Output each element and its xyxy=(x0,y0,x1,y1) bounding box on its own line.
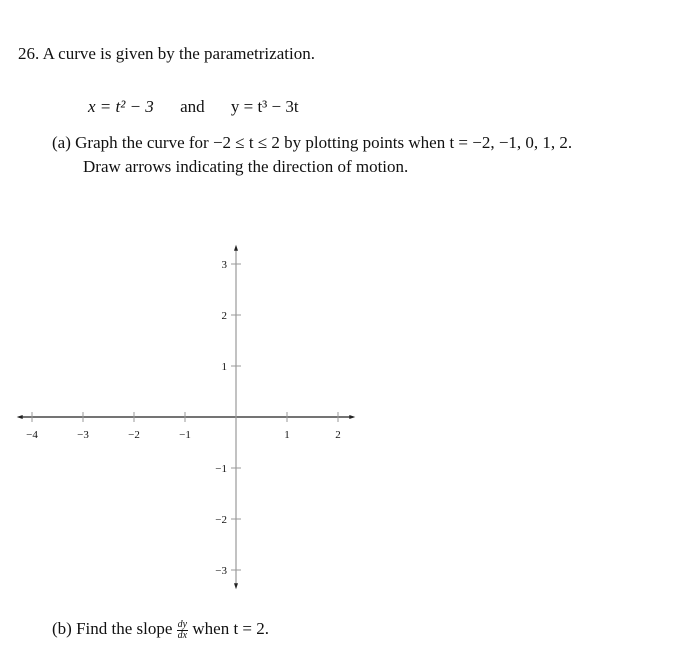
x-tick-label: −3 xyxy=(77,429,89,441)
x-tick-label: 1 xyxy=(284,429,290,441)
part-b-text-after: when t = 2. xyxy=(192,619,270,638)
problem-number: 26. xyxy=(18,44,40,63)
derivative-fraction xyxy=(177,620,188,641)
x-tick-label: −1 xyxy=(179,429,191,441)
x-axis-arrow-left-icon xyxy=(17,415,23,419)
y-tick-label: −2 xyxy=(215,514,227,526)
y-tick-label: 2 xyxy=(221,310,227,322)
fraction-numerator: dy xyxy=(177,618,188,630)
equation-y: y = t³ − 3t xyxy=(230,97,299,116)
x-tick-label: 2 xyxy=(335,429,341,441)
fraction-denominator: dx xyxy=(177,629,188,641)
y-tick-label: −1 xyxy=(215,463,227,475)
y-axis-arrow-down-icon xyxy=(234,583,238,589)
x-tick-label: −2 xyxy=(128,429,140,441)
equation-x: x = t² − 3 xyxy=(88,97,154,116)
problem-intro: A curve is given by the parametrization. xyxy=(42,44,315,63)
y-tick-label: 1 xyxy=(221,361,227,373)
y-tick-label: −3 xyxy=(215,565,227,577)
part-b-text-before: Find the slope xyxy=(76,619,173,638)
part-b-label: (b) xyxy=(52,619,72,638)
part-a-label: (a) xyxy=(52,133,71,152)
part-a-line2: Draw arrows indicating the direction of motion. xyxy=(83,157,409,176)
x-axis-arrow-right-icon xyxy=(349,415,355,419)
equation-and: and xyxy=(180,97,205,116)
y-tick-label: 3 xyxy=(221,259,227,271)
part-b xyxy=(52,619,269,641)
x-tick-label: −4 xyxy=(26,429,38,441)
y-axis-arrow-up-icon xyxy=(234,245,238,251)
part-a-line1: Graph the curve for −2 ≤ t ≤ 2 by plotting points when t = −2, −1, 0, 1, 2. xyxy=(75,133,573,152)
